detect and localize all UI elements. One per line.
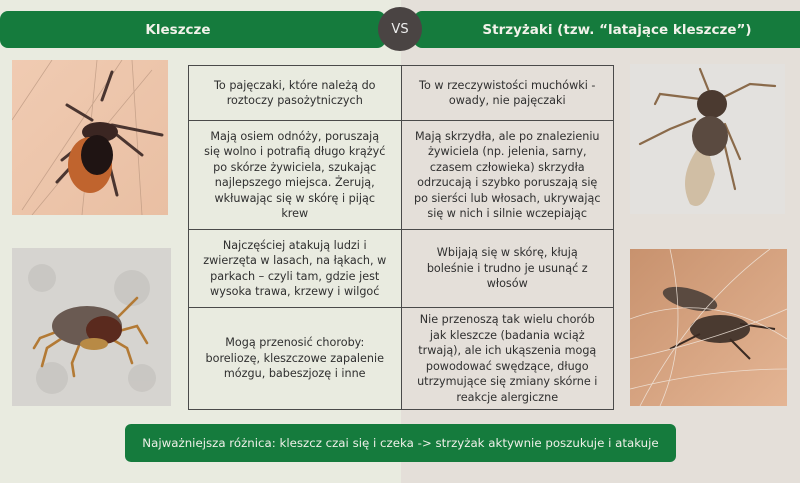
ticks-cell: To pajęczaki, które należą do roztoczy pasożytniczych [189, 66, 402, 121]
deer-ked-photo-top [630, 64, 785, 214]
ticks-title: Kleszcze [145, 21, 211, 38]
vs-badge [378, 7, 422, 51]
ticks-cell: Mogą przenosić choroby: boreliozę, kleszczowe zapalenie mózgu, babeszjozę i inne [189, 308, 402, 410]
deer-keds-header [414, 11, 800, 48]
deer-ked-photo-bottom [630, 249, 787, 406]
table-row [189, 308, 614, 410]
deer-keds-cell: To w rzeczywistości muchówki - owady, nie pajęczaki [401, 66, 614, 121]
tick-photo-top [12, 60, 168, 215]
table-row [189, 66, 614, 121]
deer-keds-title: Strzyżaki (tzw. “latające kleszcze”) [482, 21, 752, 38]
comparison-table [188, 65, 614, 410]
deer-keds-cell: Nie przenoszą tak wielu chorób jak kleszcze (badania wciąż trwają), ale ich ukąszenia mogą powodować swędzące, długo utrzymujące się zmiany skórne i reakcje alergiczne [401, 308, 614, 410]
ticks-cell: Mają osiem odnóży, poruszają się wolno i potrafią długo krążyć po skórze żywiciela, szukając najlepszego miejsca. Żerują, wkłuwając się w skórę i pijąc krew [189, 121, 402, 230]
deer-keds-cell: Mają skrzydła, ale po znalezieniu żywiciela (np. jelenia, sarny, czasem człowieka) skrzydła odrzucają i szybko poruszają się po sierści lub włosach, ukrywając się w nich i silnie wczepiając [401, 121, 614, 230]
tick-photo-bottom [12, 248, 171, 406]
deer-keds-cell: Wbijają się w skórę, kłują boleśnie i trudno je usunąć z włosów [401, 230, 614, 308]
key-difference-banner [125, 424, 676, 462]
vs-label: VS [391, 21, 409, 37]
ticks-cell: Najczęściej atakują ludzi i zwierzęta w lasach, na łąkach, w parkach – czyli tam, gdzie jest wysoka trawa, krzewy i wilgoć [189, 230, 402, 308]
key-difference-text: Najważniejsza różnica: kleszcz czai się i czeka -> strzyżak aktywnie poszukuje i atakuje [142, 436, 659, 450]
ticks-header [0, 11, 386, 48]
table-row [189, 230, 614, 308]
table-row [189, 121, 614, 230]
